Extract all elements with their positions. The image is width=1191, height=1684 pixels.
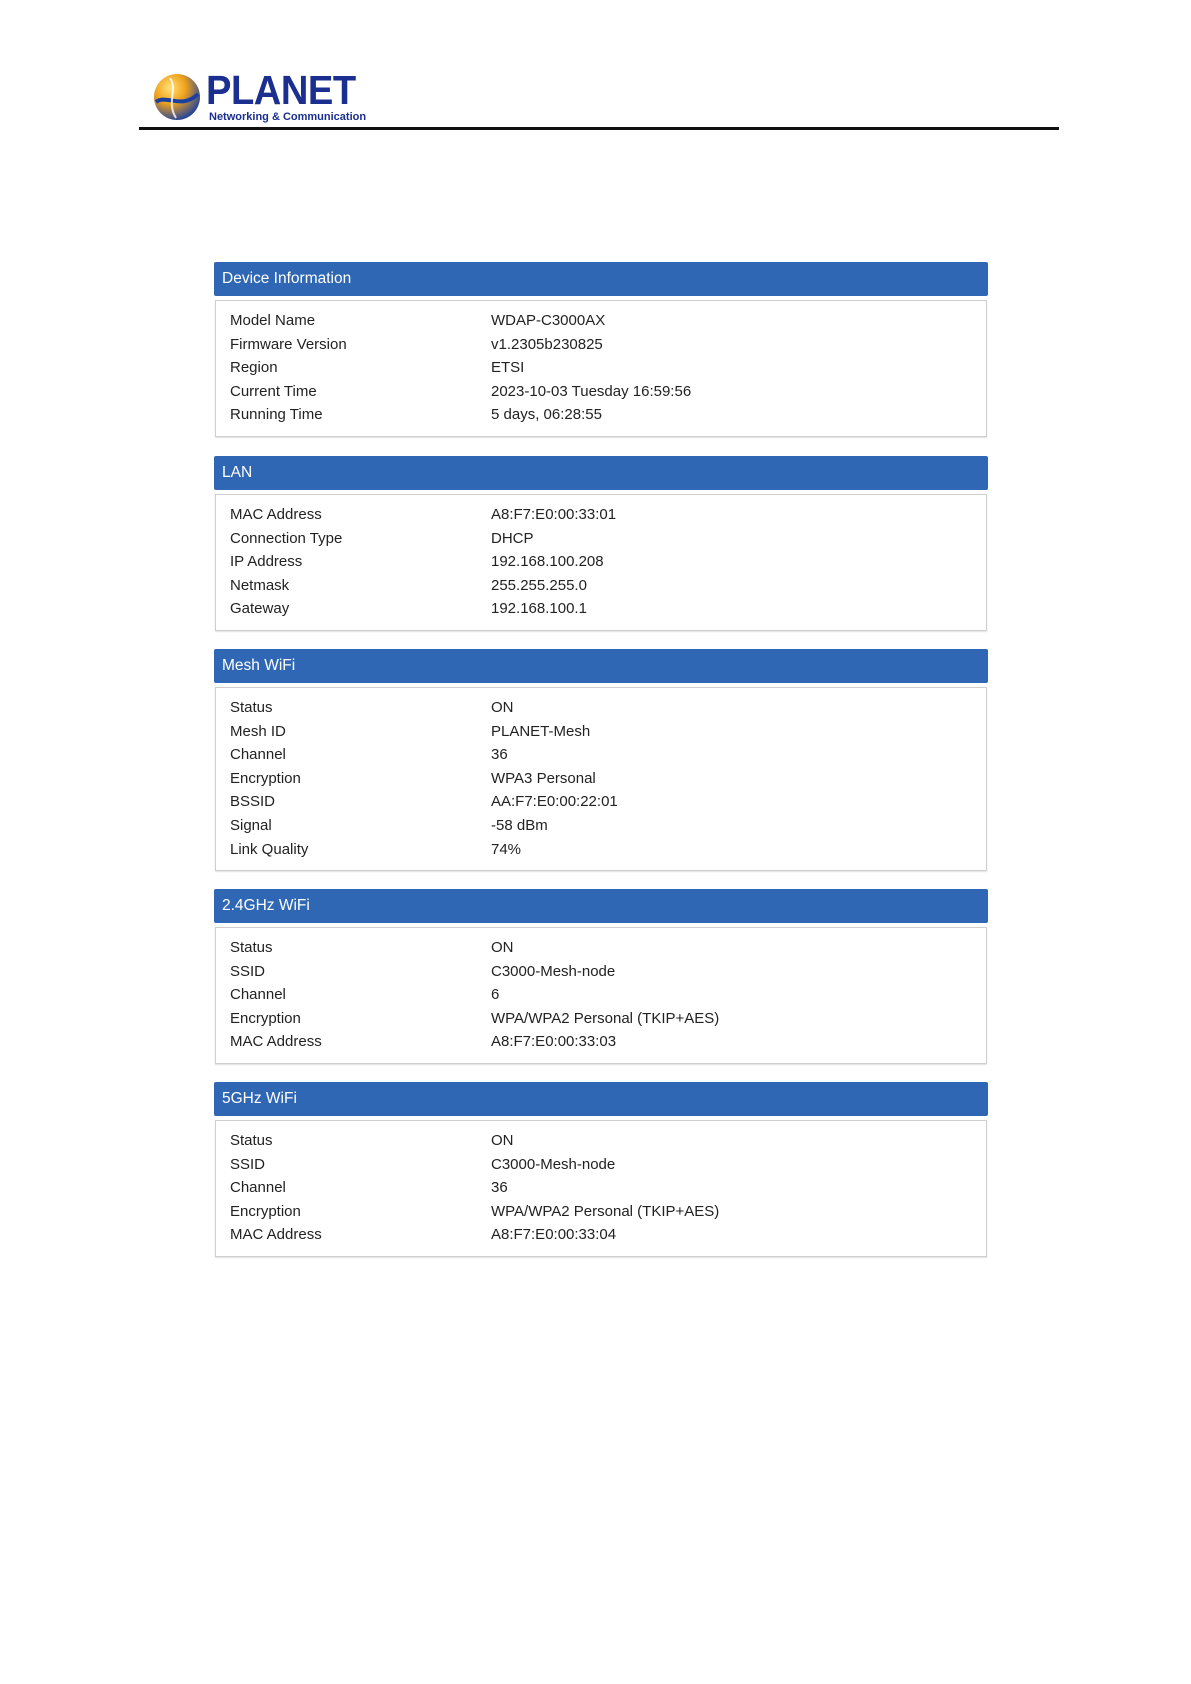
panel-2-4ghz-wifi — [214, 889, 988, 1064]
row-value: 255.255.255.0 — [491, 576, 587, 594]
row-label: Channel — [230, 986, 286, 1004]
row-label: Channel — [230, 746, 286, 764]
row-value: A8:F7:E0:00:33:03 — [491, 1033, 617, 1051]
row-value: ON — [491, 939, 514, 956]
panel-title: Device Information — [214, 262, 988, 296]
panel-title: 2.4GHz WiFi — [214, 889, 988, 923]
globe-icon — [152, 72, 202, 122]
row-label: Netmask — [230, 576, 290, 594]
row-value: 74% — [491, 840, 522, 858]
row-value: C3000-Mesh-node — [491, 962, 616, 980]
brand-name: PLANET — [206, 67, 356, 113]
info-row — [216, 1030, 986, 1054]
info-row — [216, 1129, 986, 1153]
panel-body — [215, 687, 987, 871]
row-value: A8:F7:E0:00:33:01 — [491, 506, 617, 523]
info-row — [216, 309, 986, 333]
row-label: Channel — [230, 1179, 286, 1197]
row-value: 192.168.100.1 — [491, 600, 587, 618]
row-label: Encryption — [230, 1202, 301, 1220]
info-row — [216, 936, 986, 960]
row-value: ON — [491, 699, 514, 716]
panel-title: 5GHz WiFi — [214, 1082, 988, 1116]
header-divider — [139, 127, 1059, 130]
row-label: Encryption — [230, 1009, 301, 1027]
info-row — [216, 1223, 986, 1247]
info-row — [216, 380, 986, 404]
panel-device-information — [214, 262, 988, 437]
row-label: Mesh ID — [230, 722, 286, 740]
info-row — [216, 597, 986, 621]
row-value: ON — [491, 1132, 514, 1149]
panel-title: Mesh WiFi — [214, 649, 988, 683]
row-label: Encryption — [230, 769, 301, 787]
panel-lan — [214, 456, 988, 631]
row-label: SSID — [230, 962, 266, 980]
row-value: PLANET-Mesh — [491, 722, 591, 740]
row-value: DHCP — [491, 529, 534, 547]
info-row — [216, 838, 986, 862]
info-row — [216, 1007, 986, 1031]
info-row — [216, 790, 986, 814]
row-value: 5 days, 06:28:55 — [491, 406, 602, 424]
row-value: 2023-10-03 Tuesday 16:59:56 — [491, 382, 692, 400]
brand-tagline: Networking & Communication — [209, 111, 367, 123]
row-label: MAC Address — [230, 1226, 322, 1244]
info-row — [216, 356, 986, 380]
row-label: MAC Address — [230, 506, 322, 523]
row-label: Model Name — [230, 312, 316, 329]
row-value: WPA/WPA2 Personal (TKIP+AES) — [491, 1009, 720, 1027]
row-value: WPA3 Personal — [491, 769, 596, 787]
row-label: Connection Type — [230, 529, 343, 547]
row-value: 36 — [491, 746, 508, 764]
info-row — [216, 767, 986, 791]
info-row — [216, 1176, 986, 1200]
row-label: SSID — [230, 1155, 266, 1173]
info-row — [216, 743, 986, 767]
row-label: Firmware Version — [230, 335, 347, 353]
row-value: 6 — [491, 986, 500, 1004]
row-value: 36 — [491, 1179, 508, 1197]
row-label: Status — [230, 939, 273, 956]
row-label: Gateway — [230, 600, 290, 618]
row-value: C3000-Mesh-node — [491, 1155, 616, 1173]
info-row — [216, 403, 986, 427]
panel-title: LAN — [214, 456, 988, 490]
info-row — [216, 550, 986, 574]
row-label: MAC Address — [230, 1033, 322, 1051]
info-row — [216, 503, 986, 527]
info-row — [216, 333, 986, 357]
row-value: AA:F7:E0:00:22:01 — [491, 793, 618, 811]
info-row — [216, 960, 986, 984]
row-value: ETSI — [491, 359, 525, 377]
info-row — [216, 983, 986, 1007]
row-label: Region — [230, 359, 278, 377]
info-row — [216, 696, 986, 720]
info-row — [216, 720, 986, 744]
row-label: IP Address — [230, 553, 303, 571]
info-row — [216, 1200, 986, 1224]
info-row — [216, 527, 986, 551]
row-label: BSSID — [230, 793, 276, 811]
panel-body — [215, 1120, 987, 1257]
row-value: A8:F7:E0:00:33:04 — [491, 1226, 617, 1244]
row-value: WPA/WPA2 Personal (TKIP+AES) — [491, 1202, 720, 1220]
info-row — [216, 814, 986, 838]
row-label: Current Time — [230, 382, 317, 400]
row-value: 192.168.100.208 — [491, 553, 604, 571]
row-label: Running Time — [230, 406, 323, 424]
info-row — [216, 1153, 986, 1177]
panel-mesh-wifi — [214, 649, 988, 871]
row-value: -58 dBm — [491, 816, 548, 834]
row-label: Status — [230, 699, 273, 716]
panel-5ghz-wifi — [214, 1082, 988, 1257]
row-label: Signal — [230, 816, 272, 834]
row-label: Status — [230, 1132, 273, 1149]
panel-body — [215, 300, 987, 437]
panel-body — [215, 494, 987, 631]
panel-body — [215, 927, 987, 1064]
row-value: v1.2305b230825 — [491, 335, 603, 353]
row-value: WDAP-C3000AX — [491, 312, 606, 329]
info-row — [216, 574, 986, 598]
row-label: Link Quality — [230, 840, 309, 858]
